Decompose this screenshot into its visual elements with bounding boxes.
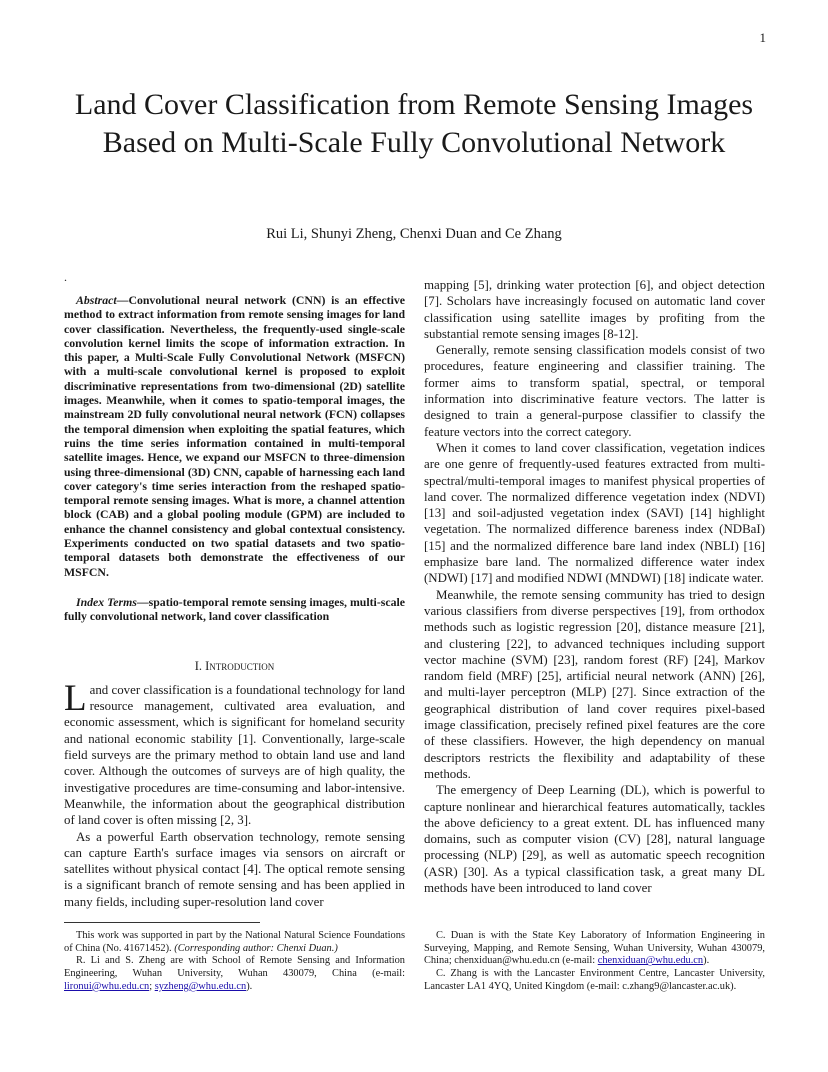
- index-terms-text: —spatio-temporal remote sensing images, multi-scale fully convolutional network, land cover classification: [64, 594, 405, 624]
- intro-paragraph-1: [64, 677, 405, 829]
- affiliation-close: ).: [246, 980, 253, 992]
- footnotes-right: [424, 930, 765, 994]
- body-paragraph: Meanwhile, the remote sensing community has tried to design various classifiers from diverse perspectives [19], from orthodox methods such as logistic regression [20], distance measure [21], and clustering [22], to advanced techniques including support vector machine (SVM) [23], random forest (RF) [24], Markov random field (MRF) [25], artificial neural network (ANN) [26], and multi-layer perceptron (MLP) [27]. Since extraction of the geographical distribution of land cover requires pixel-based image classification, precisely refined pixel features are the core of these classifiers. However, the high dependency on manual descriptors restricts the flexibility and adaptability of these methods.: [424, 587, 765, 781]
- body-paragraph: The emergency of Deep Learning (DL), which is powerful to capture nonlinear and hierarchical features automatically, tackles the above deficiency to a great extent. DL has influenced many domains, such as computer vision (CV) [28], natural language processing (NLP) [29], as well as automatic speech recognition (ASR) [30]. As a typical classification task, a great many DL methods have been introduced to land cover: [424, 783, 765, 895]
- affiliation-footnote-li-zheng: [64, 955, 405, 993]
- section-title: Introduction: [205, 658, 275, 673]
- email-link-duan[interactable]: chenxiduan@whu.edu.cn: [597, 955, 704, 967]
- email-separator: ;: [149, 980, 155, 992]
- author-list: Rui Li, Shunyi Zheng, Chenxi Duan and Ce Zhang: [266, 226, 562, 242]
- funding-footnote: [64, 930, 405, 955]
- left-column: [64, 277, 405, 910]
- intro-paragraph-2: As a powerful Earth observation technology, remote sensing can capture Earth's surface images via sensors on aircraft or satellites without physical contact [4]. The optical remote sensing is a significant branch of remote sensing and has been applied in many fields, including super-resolution land cover: [64, 829, 405, 909]
- right-column: [424, 277, 765, 896]
- footnotes-left: [64, 930, 405, 994]
- affiliation-text: R. Li and S. Zheng are with School of Remote Sensing and Information Engineering, Wuhan University, Wuhan 430079, China (e-mail:: [64, 955, 405, 980]
- body-paragraph: Generally, remote sensing classification models consist of two procedures, feature engineering and classifier training. The former aims to transform spatial, spectral, or temporal information into discriminative feature vectors. The latter is designed to train a general-purpose classifier to classify the feature vectors into the correct category.: [424, 343, 765, 439]
- corresponding-author: (Corresponding author: Chenxi Duan.): [174, 942, 338, 954]
- body-paragraph: mapping [5], drinking water protection [6], and object detection [7]. Scholars have increasingly focused on automatic land cover classification using satellite images by profiting from the substantial remote sensing images [8-12].: [424, 278, 765, 341]
- section-heading-introduction: [64, 658, 405, 674]
- abstract-text: —Convolutional neural network (CNN) is an effective method to extract information from remote sensing images for land cover classification. Nevertheless, the frequently-used single-scale convolution kernel limits the scope of information extraction. In this paper, a Multi-Scale Fully Convolutional Network (MSFCN) with a multi-scale convolutional kernel is proposed to exploit discriminative representations from two-dimensional (2D) satellite images. Meanwhile, when it comes to spatio-temporal images, the mainstream 2D fully convolutional neural network (FCN) collapses the temporal dimension when exploiting the spatial features, which ruins the time series information contained in multi-temporal satellite images. Hence, we expand our MSFCN to three-dimension using three-dimensional (3D) CNN, capable of harnessing each land cover category's time series interaction from the reshaped spatio-temporal remote sensing images. What is more, a channel attention block (CAB) and a global pooling module (GPM) are included to enhance the channel consistency and global contextual consistency. Experiments conducted on two spatial datasets and two spatio-temporal datasets both demonstrate the effectiveness of our MSFCN.: [64, 293, 405, 579]
- abstract-label: Abstract: [76, 293, 117, 307]
- duan-affiliation-text: C. Duan is with the State Key Laboratory of Information Engineering in Surveying, Mapping, and Remote Sensing, Wuhan University, Wuhan 430079, China; chenxiduan@whu.edu.cn (e-mail:: [424, 930, 765, 967]
- abstract: [64, 293, 405, 579]
- intro-paragraph-1-text: and cover classification is a foundational technology for land resource management, cultivated area evaluation, and economic assessment, which is significant for homeland security and national economic stability [1]. Conventionally, large-scale field surveys are the primary method to obtain land use and land cover. Although the outcomes of surveys are of high quality, the investigative procedures are time-consuming and labor-intensive. Meanwhile, the information about the geographical distribution of land cover is often missing [2, 3].: [64, 682, 405, 828]
- page-number: 1: [759, 30, 766, 45]
- affiliation-footnote-duan: [424, 930, 765, 968]
- funding-text: This work was supported in part by the National Natural Science Foundations of China (No. 41671452).: [64, 930, 405, 954]
- email-link-li[interactable]: lironui@whu.edu.cn: [64, 980, 150, 992]
- affiliation-footnote-zhang: C. Zhang is with the Lancaster Environment Centre, Lancaster University, Lancaster LA1 4YQ, United Kingdom (e-mail: c.zhang9@lancaster.ac.uk).: [424, 968, 765, 992]
- drop-cap: L: [64, 677, 87, 719]
- footnote-divider: [64, 922, 260, 923]
- index-terms: [64, 595, 405, 624]
- body-paragraph: When it comes to land cover classification, vegetation indices are one genre of frequently-used features extracted from multi-spectral/multi-temporal images to manifest physical properties of land cover. The normalized difference vegetation index (NDVI) [13] and soil-adjusted vegetation index (SAVI) [14] highlight vegetation. The normalized difference bareness index (NDBaI) [15] and the normalized difference bare land index (NBLI) [16] emphasize bare land. The normalized difference water index (NDWI) [17] and modified NDWI (MNDWI) [18] indicate water.: [424, 440, 765, 586]
- duan-affiliation-close: ).: [703, 955, 710, 967]
- paper-title: Land Cover Classification from Remote Sensing Images Based on Multi-Scale Fully Convolutional Network: [74, 88, 754, 159]
- email-link-zheng[interactable]: syzheng@whu.edu.cn: [154, 980, 247, 992]
- stray-mark: .: [64, 270, 67, 284]
- section-number: I.: [194, 658, 206, 673]
- index-terms-label: Index Terms: [76, 594, 137, 609]
